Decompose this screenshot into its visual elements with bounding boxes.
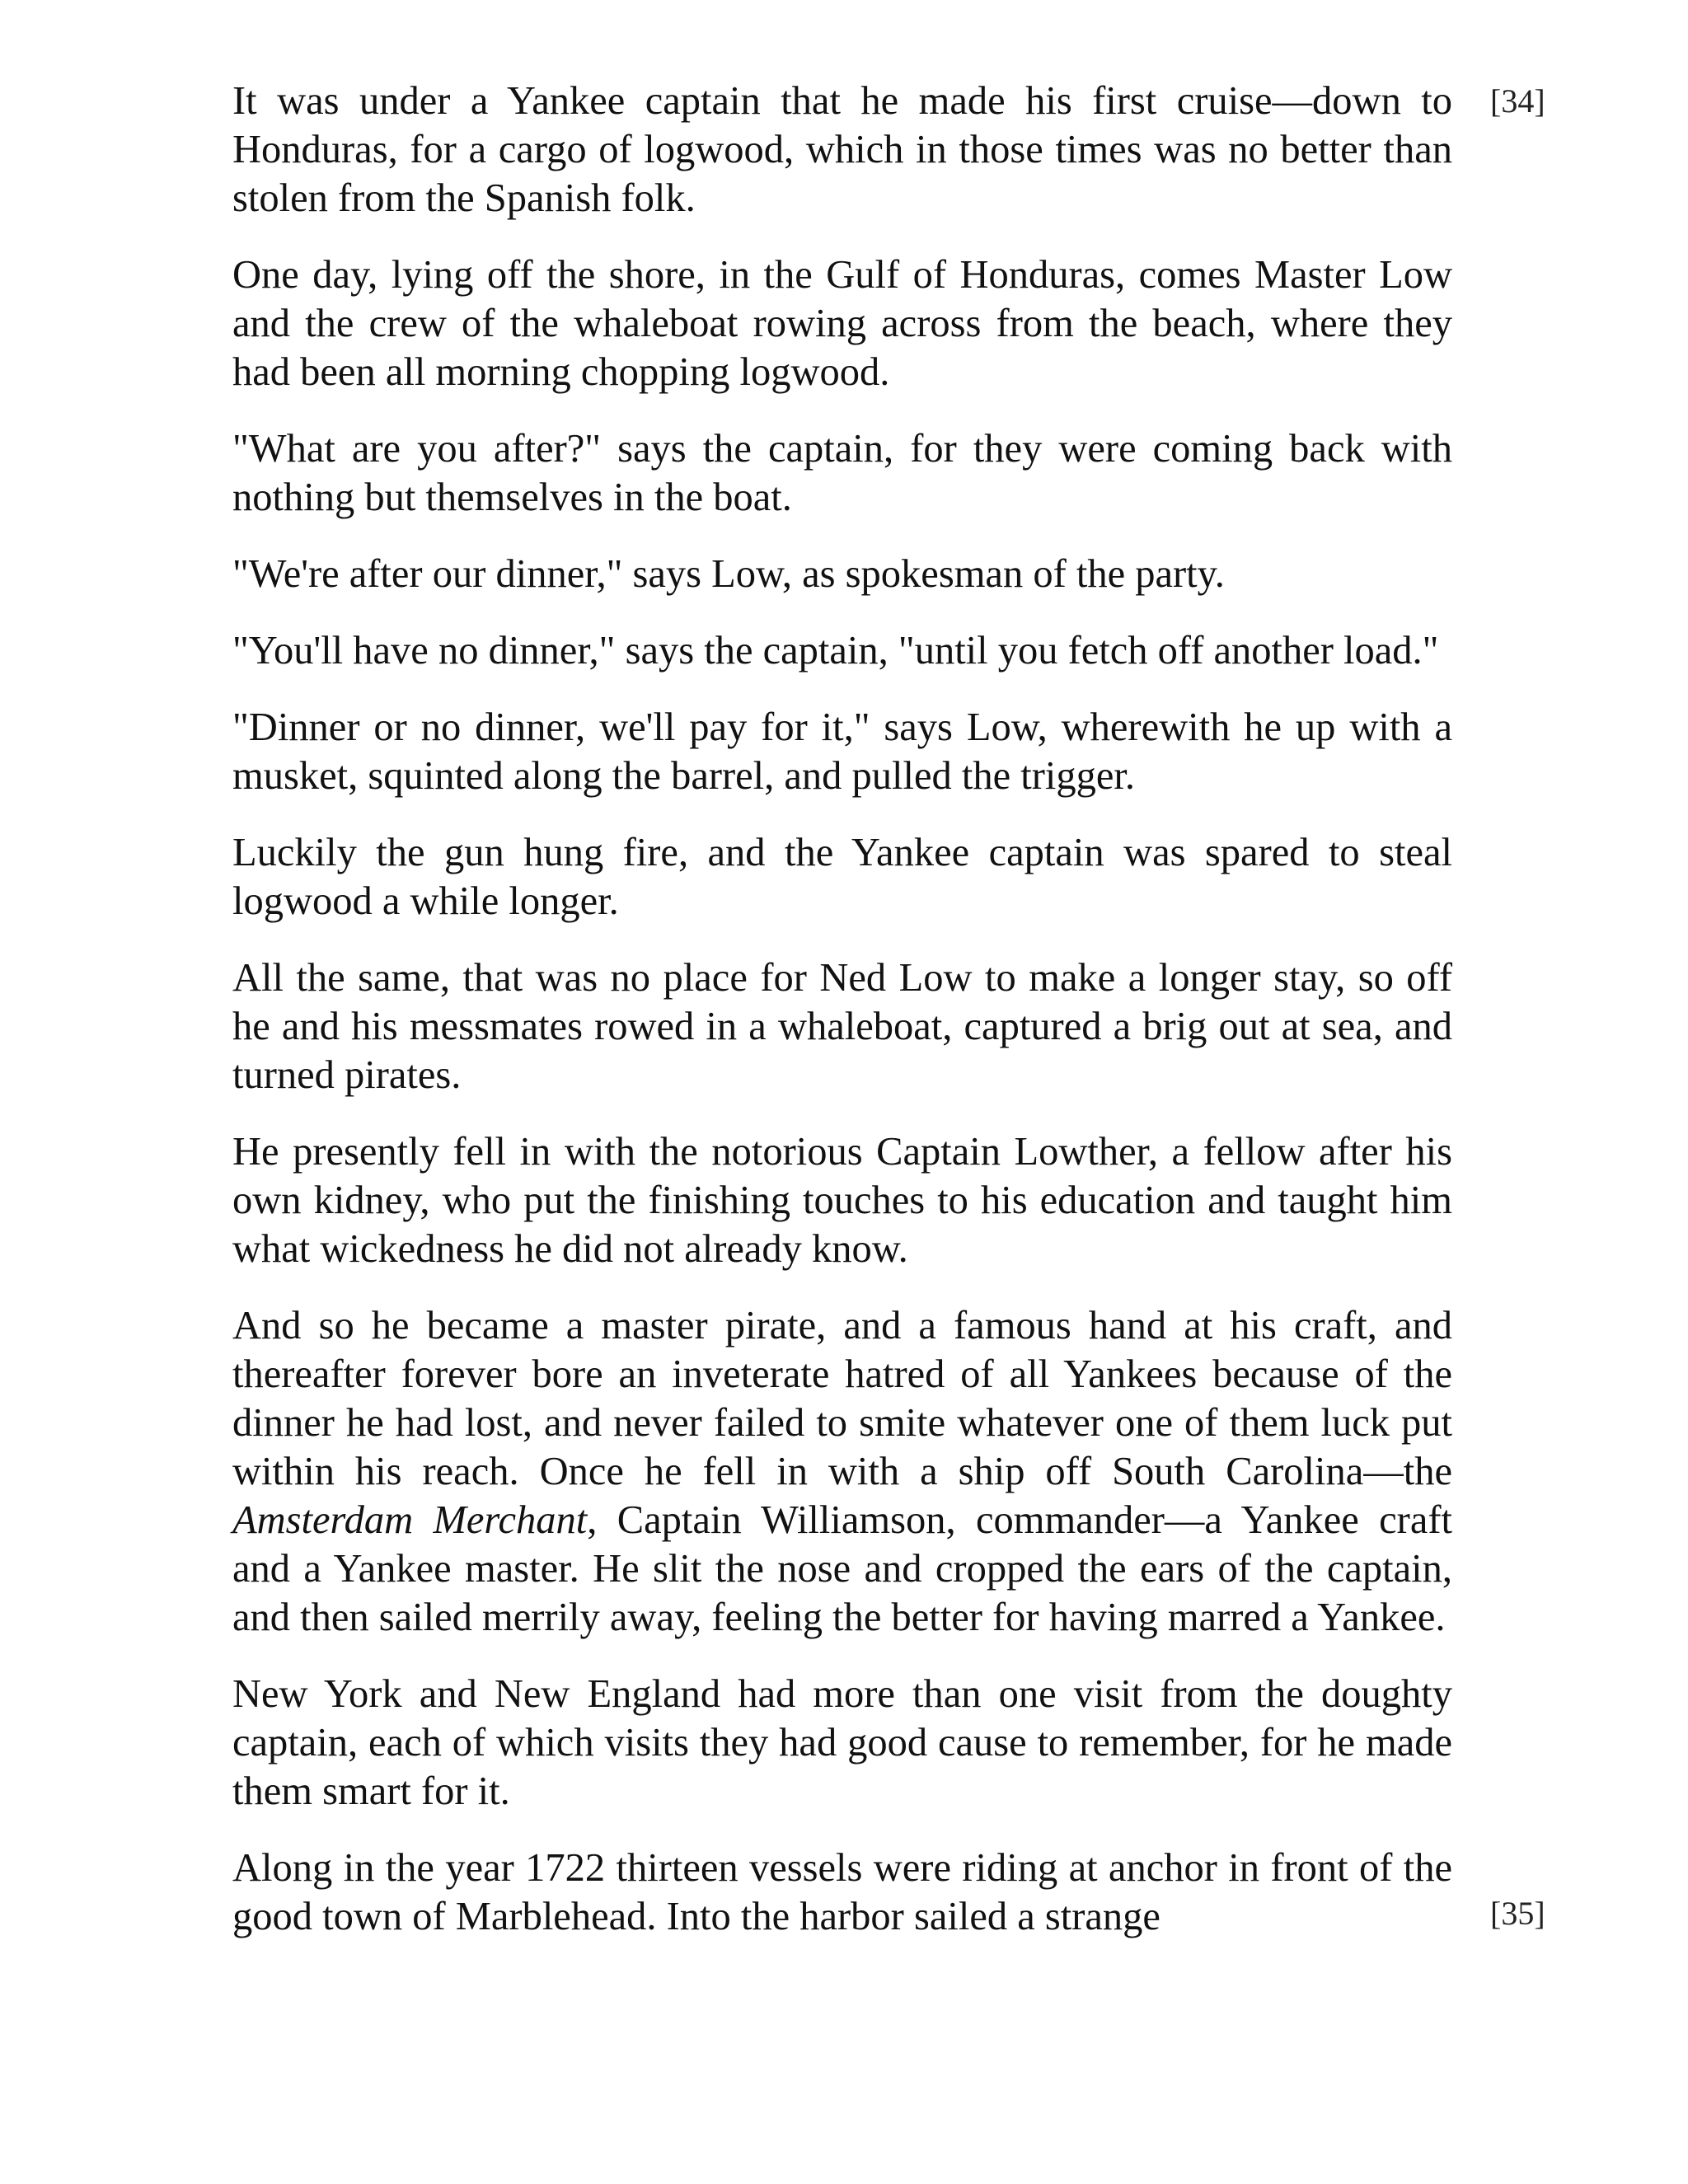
paragraph-with-ship-name [232,1301,1452,1642]
page-number-marker: [34] [1490,82,1545,120]
paragraph-text: , Captain Williamson, commander—a Yankee craft and a Yankee master. He slit the nose and cropped the ears of the captain, and then sailed merrily away, feeling the better for having marred a Yankee. [232,1498,1452,1639]
paragraph: He presently fell in with the notorious Captain Lowther, a fellow after his own kidney, who put the finishing touches to his education and taught him what wickedness he did not already know. [232,1130,1452,1271]
page-text [232,0,1452,1969]
paragraph: New York and New England had more than one visit from the doughty captain, each of which visits they had good cause to remember, for he made them smart for it. [232,1672,1452,1813]
paragraph: It was under a Yankee captain that he made his first cruise—down to Honduras, for a cargo of logwood, which in those times was no better than stolen from the Spanish folk. [232,79,1452,220]
paragraph: "We're after our dinner," says Low, as spokesman of the party. [232,552,1225,596]
paragraph: "You'll have no dinner," says the captain, "until you fetch off another load." [232,629,1439,673]
ship-name: Amsterdam Merchant [232,1498,588,1542]
paragraph: All the same, that was no place for Ned Low to make a longer stay, so off he and his messmates rowed in a whaleboat, captured a brig out at sea, and turned pirates. [232,956,1452,1097]
paragraph: Along in the year 1722 thirteen vessels were riding at anchor in front of the good town of Marblehead. Into the harbor sailed a strange [232,1846,1452,1938]
page-number-marker: [35] [1490,1895,1545,1932]
paragraph: "Dinner or no dinner, we'll pay for it," says Low, wherewith he up with a musket, squinted along the barrel, and pulled the trigger. [232,705,1452,798]
paragraph: "What are you after?" says the captain, for they were coming back with nothing but themselves in the boat. [232,427,1452,519]
paragraph: Luckily the gun hung fire, and the Yankee captain was spared to steal logwood a while longer. [232,831,1452,923]
paragraph: One day, lying off the shore, in the Gulf of Honduras, comes Master Low and the crew of the whaleboat rowing across from the beach, where they had been all morning chopping logwood. [232,253,1452,394]
paragraph-text: And so he became a master pirate, and a famous hand at his craft, and thereafter forever bore an inveterate hatred of all Yankees because of the dinner he had lost, and never failed to smite whatever one of them luck put within his reach. Once he fell in with a ship off South Carolina—the [232,1304,1452,1493]
